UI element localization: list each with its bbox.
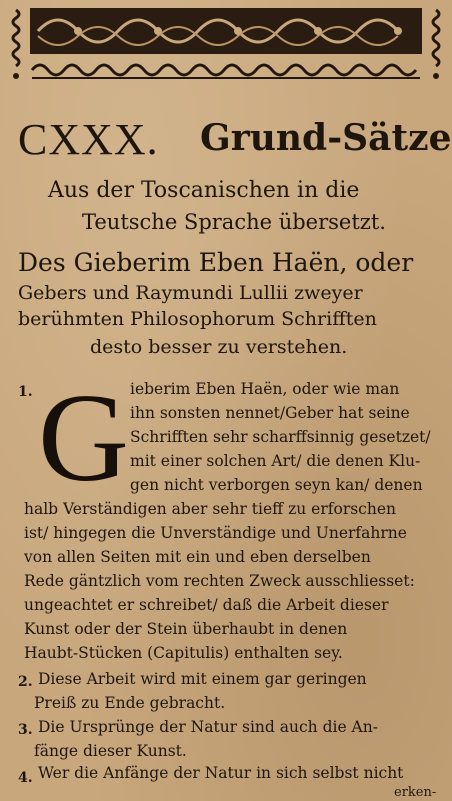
paragraph-3-line-2: fänge dieser Kunst.	[34, 742, 187, 760]
paragraph-number-3: 3.	[18, 722, 33, 738]
paragraph-number-1: 1.	[18, 384, 33, 400]
paragraph-1-line-3: Schrifften sehr scharffsinnig gesetzet/	[130, 428, 431, 446]
paragraph-1-line-9: Rede gäntzlich vom rechten Zweck ausschliesset:	[24, 572, 415, 590]
paragraph-1-line-12: Haubt-Stücken (Capitulis) enthalten sey.	[24, 644, 343, 662]
paragraph-3-line-1: Die Ursprünge der Natur sind auch die An-	[38, 718, 378, 736]
paragraph-1-line-4: mit einer solchen Art/ die denen Klu-	[130, 452, 421, 470]
drop-cap-initial: G	[38, 369, 129, 508]
subtitle-line-6: desto besser zu verstehen.	[90, 336, 348, 358]
paragraph-1-line-6: halb Verständigen aber sehr tieff zu erforschen	[24, 500, 396, 518]
paragraph-4-line-1: Wer die Anfänge der Natur in sich selbst nicht	[38, 764, 404, 782]
ornament-bottom-frieze	[32, 65, 420, 78]
ornament-right-column	[433, 10, 439, 79]
paragraph-1-line-5: gen nicht verborgen seyn kan/ denen	[130, 476, 423, 494]
paragraph-4-line-2: erken-	[394, 785, 437, 800]
subtitle-line-3: Des Gieberim Eben Haën, oder	[18, 248, 414, 277]
ornament-top-frieze	[30, 8, 422, 54]
subtitle-line-2: Teutsche Sprache übersetzt.	[82, 210, 386, 234]
paragraph-2-line-2: Preiß zu Ende gebracht.	[34, 694, 226, 712]
ornamental-header-band	[8, 6, 444, 86]
paragraph-1-line-8: von allen Seiten mit ein und eben derselben	[24, 548, 371, 566]
paragraph-2-line-1: Diese Arbeit wird mit einem gar geringen	[38, 670, 367, 688]
subtitle-line-4: Gebers und Raymundi Lullii zweyer	[18, 282, 363, 304]
paragraph-number-4: 4.	[18, 770, 33, 786]
paragraph-1-line-7: ist/ hingegen die Unverständige und Unerfahrne	[24, 524, 407, 542]
subtitle-line-1: Aus der Toscanischen in die	[48, 178, 360, 203]
title-words: Grund-Sätze	[200, 117, 452, 159]
paragraph-1-line-10: ungeachtet er schreibet/ daß die Arbeit dieser	[24, 596, 389, 614]
paragraph-1-line-1: ieberim Eben Haën, oder wie man	[130, 380, 400, 398]
paragraph-number-2: 2.	[18, 674, 33, 690]
title-number: CXXX.	[18, 115, 159, 164]
paragraph-1-line-2: ihn sonsten nennet/Geber hat seine	[130, 404, 410, 422]
subtitle-line-5: berühmten Philosophorum Schrifften	[18, 308, 377, 330]
ornament-left-column	[13, 10, 19, 79]
paragraph-1-line-11: Kunst oder der Stein überhaubt in denen	[24, 620, 348, 638]
